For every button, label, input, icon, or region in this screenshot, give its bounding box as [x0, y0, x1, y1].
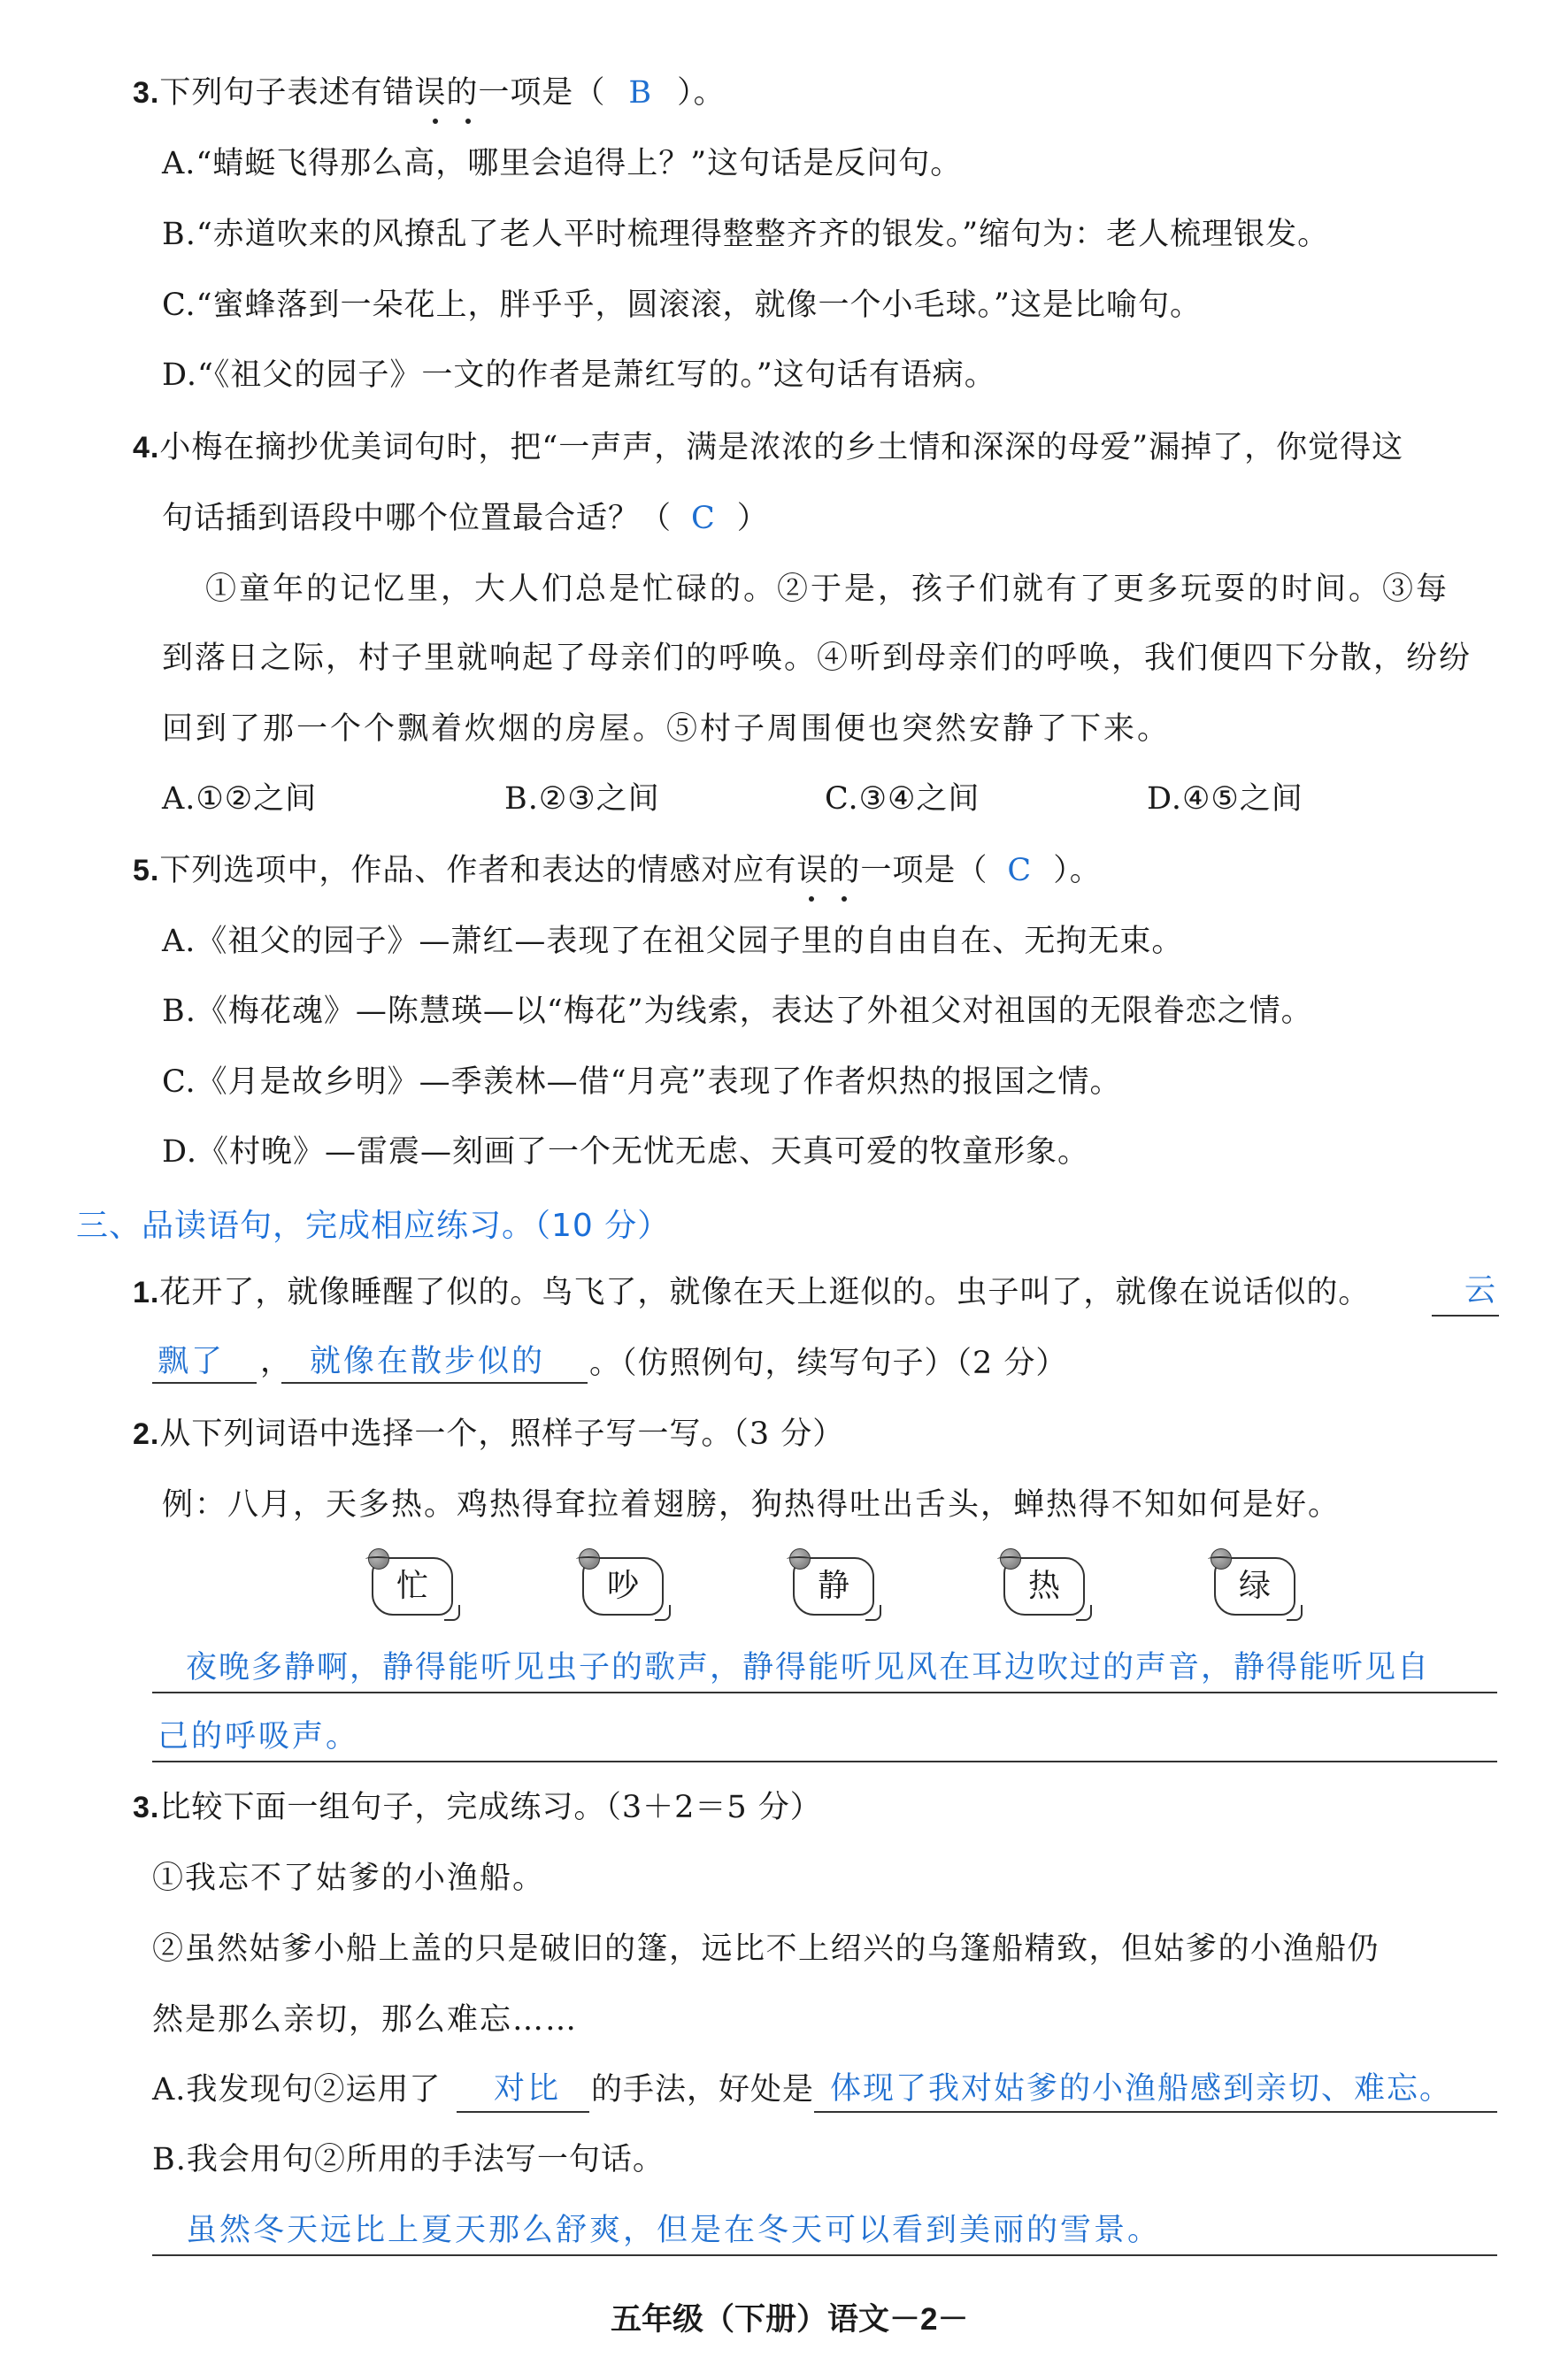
- q4-option-c: C.③④之间: [825, 781, 980, 817]
- swirl-icon: [865, 1605, 881, 1621]
- s1-number: 1.: [133, 1276, 160, 1309]
- s3-part-a-middle: 的手法，好处是: [591, 2072, 815, 2107]
- s3-part-a-prompt: A.我发现句②运用了: [152, 2072, 442, 2107]
- q4-option-a: A.①②之间: [162, 781, 318, 817]
- s3-sentence2-line1: ②虽然姑爹小船上盖的只是破旧的篷，远比不上绍兴的乌篷船精致，但姑爹的小渔船仍: [152, 1931, 1380, 1967]
- answer-underline: [457, 2111, 589, 2113]
- q5-answer: C: [1007, 853, 1034, 888]
- s3-part-a-answer2: 体现了我对姑爹的小渔船感到亲切、难忘。: [830, 2071, 1453, 2107]
- q3-stem: 3.下列句子表述有错误的一项是（ B ）。: [133, 75, 726, 111]
- emphasis-dot: [809, 896, 814, 902]
- q5-emphasis: 有误: [765, 853, 829, 888]
- answer-underline: [152, 1382, 257, 1384]
- s1-answer-part2: 就像在散步似的: [310, 1344, 546, 1379]
- answer-underline: [152, 1692, 1497, 1693]
- q5-option-a: A.《祖父的园子》—萧红—表现了在祖父园子里的自由自在、无拘无束。: [162, 924, 1184, 959]
- planet-icon: [579, 1548, 600, 1570]
- s2-answer-line2: 己的呼吸声。: [158, 1719, 360, 1754]
- q5-option-d: D.《村晚》—雷震—刻画了一个无忧无虑、天真可爱的牧童形象。: [162, 1134, 1089, 1170]
- q4-stem-line1: 4.小梅在摘抄优美词句时，把“一声声，满是浓浓的乡土情和深深的母爱”漏掉了，你觉得这: [133, 430, 1404, 465]
- planet-icon: [1211, 1548, 1232, 1570]
- s1-instruction: 。（仿照例句，续写句子）（2 分）: [589, 1346, 1068, 1381]
- s3-sentence1: ①我忘不了姑爹的小渔船。: [152, 1861, 546, 1896]
- q5-option-b: B.《梅花魂》—陈慧瑛—以“梅花”为线索，表达了外祖父对祖国的无限眷恋之情。: [162, 994, 1313, 1029]
- word-card-re: 热: [1003, 1557, 1085, 1616]
- q4-passage-line: 回到了那一个个飘着炊烟的房屋。⑤村子周围便也突然安静了下来。: [162, 711, 1172, 747]
- q5-option-c: C.《月是故乡明》—季羡林—借“月亮”表现了作者炽热的报国之情。: [162, 1064, 1122, 1100]
- word-card-mang: 忙: [372, 1557, 453, 1616]
- q4-option-d: D.④⑤之间: [1147, 781, 1303, 817]
- s3-stem: 3.比较下面一组句子，完成练习。（3＋2＝5 分）: [133, 1790, 822, 1825]
- answer-underline: [152, 2254, 1497, 2256]
- s3-part-b-answer: 虽然冬天远比上夏天那么舒爽，但是在冬天可以看到美丽的雪景。: [186, 2213, 1162, 2248]
- q4-stem-line2: 句话插到语段中哪个位置最合适？（ C ）: [162, 501, 769, 536]
- emphasis-dot: [433, 119, 438, 124]
- page-footer: 五年级（下册）语文－2－: [611, 2302, 969, 2337]
- swirl-icon: [1076, 1605, 1092, 1621]
- s3-part-b-prompt: B.我会用句②所用的手法写一句话。: [152, 2142, 665, 2177]
- s1-answer-part1b: 飘了: [158, 1344, 226, 1379]
- s1-comma: ，: [260, 1344, 293, 1379]
- answer-underline: [814, 2111, 1497, 2113]
- word-card-jing: 静: [793, 1557, 874, 1616]
- q3-option-d: D.“《祖父的园子》一文的作者是萧红写的。”这句话有语病。: [162, 357, 996, 393]
- q4-answer: C: [691, 501, 718, 536]
- answer-underline: [1432, 1315, 1499, 1317]
- q3-option-c: C.“蜜蜂落到一朵花上，胖乎乎，圆滚滚，就像一个小毛球。”这是比喻句。: [162, 288, 1202, 323]
- swirl-icon: [1287, 1605, 1303, 1621]
- q5-stem: 5.下列选项中，作品、作者和表达的情感对应有误的一项是（ C ）。: [133, 853, 1102, 888]
- word-card-lv: 绿: [1214, 1557, 1295, 1616]
- emphasis-dot: [842, 896, 847, 902]
- planet-icon: [368, 1548, 389, 1570]
- q4-option-b: B.②③之间: [504, 781, 660, 817]
- q4-number: 4.: [133, 431, 160, 464]
- planet-icon: [1000, 1548, 1021, 1570]
- q5-number: 5.: [133, 854, 160, 887]
- q3-emphasis: 错误: [382, 75, 447, 111]
- answer-underline: [152, 1761, 1497, 1762]
- s3-part-a-answer1: 对比: [494, 2071, 562, 2107]
- swirl-icon: [444, 1605, 460, 1621]
- s2-number: 2.: [133, 1417, 160, 1451]
- s3-number: 3.: [133, 1791, 160, 1824]
- q3-answer: B: [628, 75, 655, 111]
- s1-answer-part1a: 云: [1464, 1273, 1499, 1309]
- s2-example: 例：八月，天多热。鸡热得耷拉着翅膀，狗热得吐出舌头，蝉热得不知如何是好。: [162, 1487, 1341, 1523]
- section-title: 三、品读语句，完成相应练习。（10 分）: [76, 1208, 671, 1244]
- word-card-chao: 吵: [582, 1557, 664, 1616]
- emphasis-dot: [465, 119, 471, 124]
- q4-passage-line: ①童年的记忆里，大人们总是忙碌的。②于是，孩子们就有了更多玩耍的时间。③每: [205, 572, 1450, 607]
- s1-stem: 1.花开了，就像睡醒了似的。鸟飞了，就像在天上逛似的。虫子叫了，就像在说话似的。: [133, 1275, 1371, 1310]
- s3-sentence2-line2: 然是那么亲切，那么难忘……: [152, 2002, 579, 2038]
- q4-passage-line: 到落日之际，村子里就响起了母亲们的呼唤。④听到母亲们的呼唤，我们便四下分散，纷纷: [162, 641, 1472, 676]
- answer-underline: [281, 1382, 588, 1384]
- q3-option-b: B.“赤道吹来的风撩乱了老人平时梳理得整整齐齐的银发。”缩句为：老人梳理银发。: [162, 217, 1330, 252]
- planet-icon: [789, 1548, 811, 1570]
- q3-number: 3.: [133, 76, 160, 110]
- q3-option-a: A.“蜻蜓飞得那么高，哪里会追得上？”这句话是反问句。: [162, 146, 963, 181]
- s2-stem: 2.从下列词语中选择一个，照样子写一写。（3 分）: [133, 1416, 845, 1452]
- s2-answer-line1: 夜晚多静啊，静得能听见虫子的歌声，静得能听见风在耳边吹过的声音，静得能听见自: [186, 1650, 1431, 1685]
- swirl-icon: [655, 1605, 671, 1621]
